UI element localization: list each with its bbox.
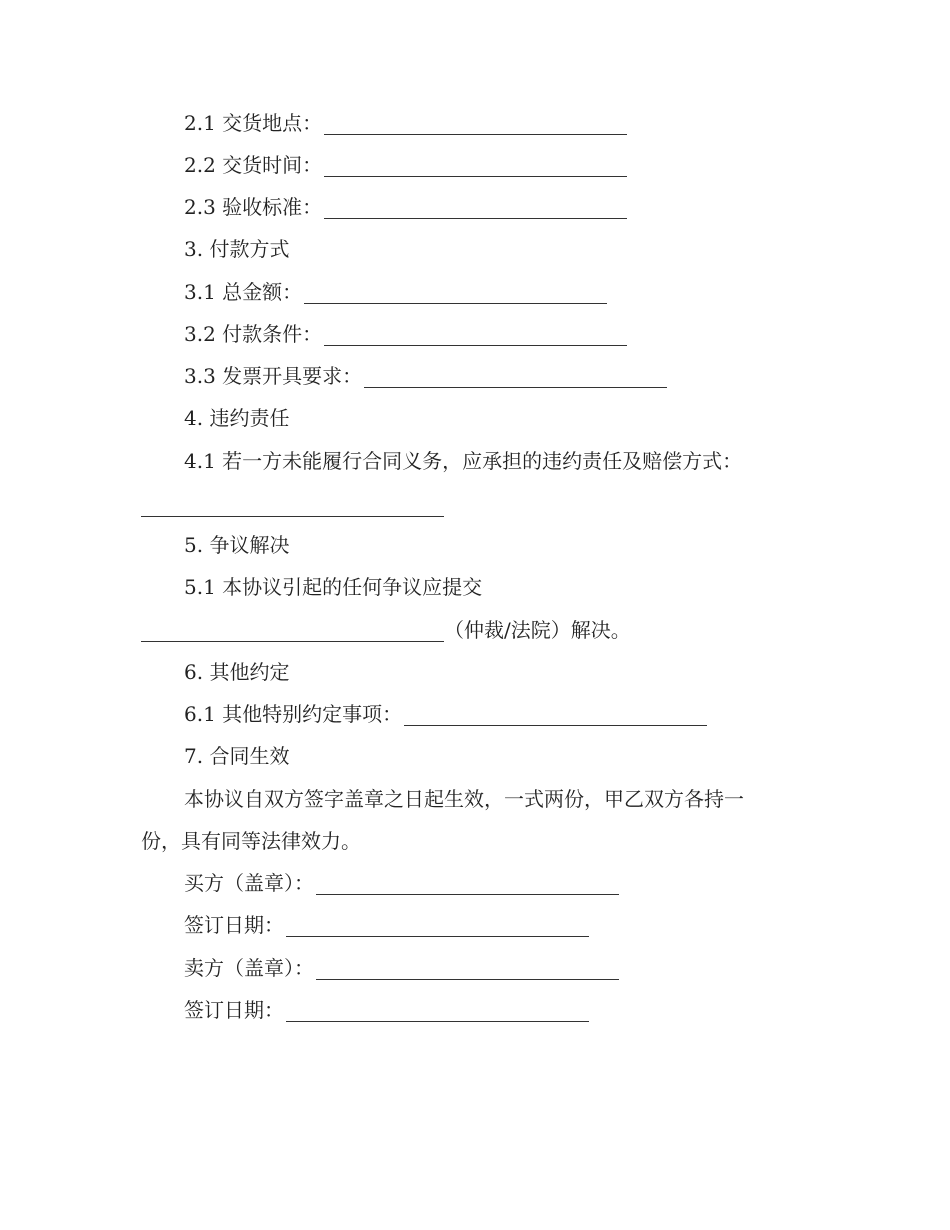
seller-seal-blank[interactable]: [316, 959, 619, 980]
buyer-seal-blank[interactable]: [316, 874, 619, 895]
delivery-location-row: [184, 108, 627, 138]
dispute-text: 5.1 本协议引起的任何争议应提交: [184, 575, 483, 599]
total-amount-row: [184, 277, 607, 307]
dispute-venue-blank[interactable]: [141, 621, 444, 642]
buyer-date-label: 签订日期：: [184, 913, 284, 937]
special-terms-label: 6.1 其他特别约定事项：: [184, 702, 403, 726]
payment-terms-row: [184, 319, 627, 349]
total-amount-blank[interactable]: [304, 283, 607, 304]
payment-terms-label: 3.2 付款条件：: [184, 322, 323, 346]
dispute-venue-suffix: （仲裁/法院）解决。: [444, 618, 631, 642]
effectiveness-line-1: 本协议自双方签字盖章之日起生效，一式两份，甲乙双方各持一: [184, 787, 744, 811]
section-6-heading: 6. 其他约定: [184, 660, 290, 684]
buyer-seal-label: 买方（盖章）：: [184, 871, 314, 895]
invoice-requirements-row: [184, 361, 667, 391]
delivery-location-blank[interactable]: [324, 114, 627, 135]
dispute-venue-row: [141, 615, 631, 645]
acceptance-standard-row: [184, 192, 627, 222]
seller-seal-label: 卖方（盖章）：: [184, 956, 314, 980]
section-5-heading: 5. 争议解决: [184, 533, 290, 557]
breach-liability-row: [141, 490, 444, 520]
special-terms-row: [184, 699, 707, 729]
buyer-seal-row: [184, 868, 619, 898]
effectiveness-line-2: 份，具有同等法律效力。: [141, 829, 361, 853]
buyer-date-row: [184, 910, 589, 940]
section-7-heading: 7. 合同生效: [184, 744, 290, 768]
payment-terms-blank[interactable]: [324, 325, 627, 346]
acceptance-standard-blank[interactable]: [324, 198, 627, 219]
invoice-requirements-blank[interactable]: [364, 367, 667, 388]
total-amount-label: 3.1 总金额：: [184, 280, 303, 304]
seller-seal-row: [184, 953, 619, 983]
breach-liability-blank[interactable]: [141, 496, 444, 517]
breach-liability-text: 4.1 若一方未能履行合同义务，应承担的违约责任及赔偿方式：: [184, 449, 743, 473]
delivery-time-label: 2.2 交货时间：: [184, 153, 323, 177]
seller-date-blank[interactable]: [286, 1001, 589, 1022]
seller-date-row: [184, 995, 589, 1025]
delivery-time-blank[interactable]: [324, 156, 627, 177]
invoice-requirements-label: 3.3 发票开具要求：: [184, 364, 363, 388]
section-4-heading: 4. 违约责任: [184, 406, 290, 430]
delivery-time-row: [184, 150, 627, 180]
seller-date-label: 签订日期：: [184, 998, 284, 1022]
buyer-date-blank[interactable]: [286, 916, 589, 937]
special-terms-blank[interactable]: [404, 705, 707, 726]
acceptance-standard-label: 2.3 验收标准：: [184, 195, 323, 219]
delivery-location-label: 2.1 交货地点：: [184, 111, 323, 135]
section-3-heading: 3. 付款方式: [184, 237, 290, 261]
